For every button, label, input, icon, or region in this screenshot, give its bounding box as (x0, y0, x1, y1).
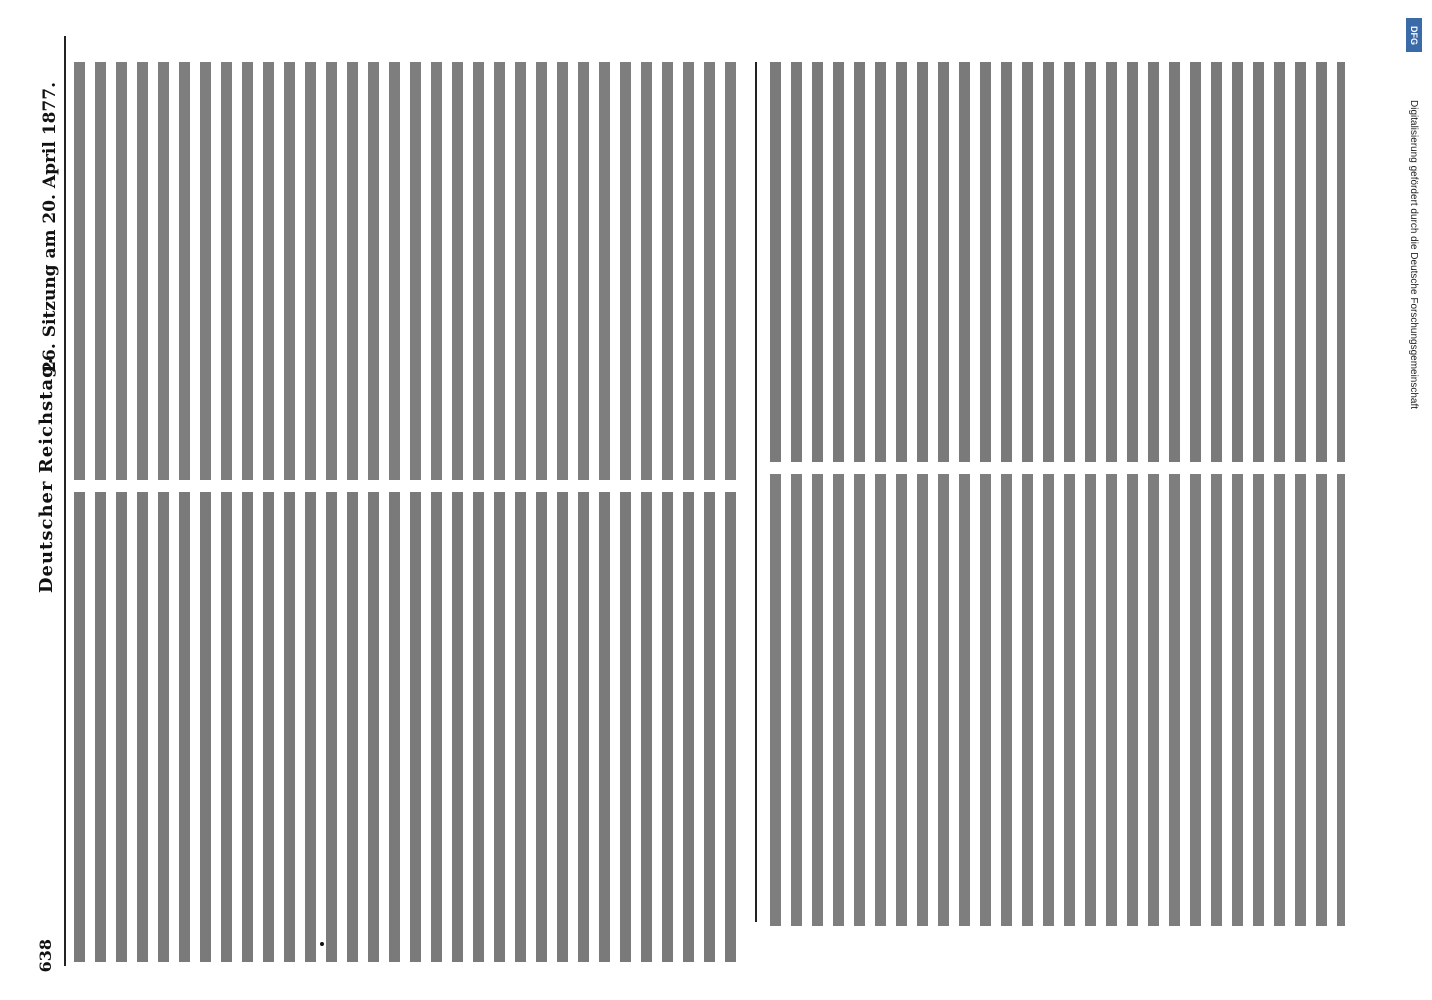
session-info: 26. Sitzung am 20. April 1877. (40, 82, 60, 373)
header-rule (64, 36, 66, 966)
scan-speck (320, 942, 324, 946)
right-column-text (770, 62, 1345, 462)
left-column-text (74, 492, 742, 962)
digitization-note: Digitalisierung gefördert durch die Deutsche Forschungsgemeinschaft (1408, 100, 1419, 410)
running-title: Deutscher Reichstag. (36, 357, 57, 594)
upper-left-text (74, 62, 742, 480)
page-number: 638 (36, 938, 55, 972)
rotated-page (30, 22, 1360, 980)
column-divider (755, 62, 757, 922)
right-column-text-lower (770, 474, 1345, 926)
digitization-footer (1398, 0, 1432, 1000)
dfg-logo: DFG (1406, 18, 1422, 52)
